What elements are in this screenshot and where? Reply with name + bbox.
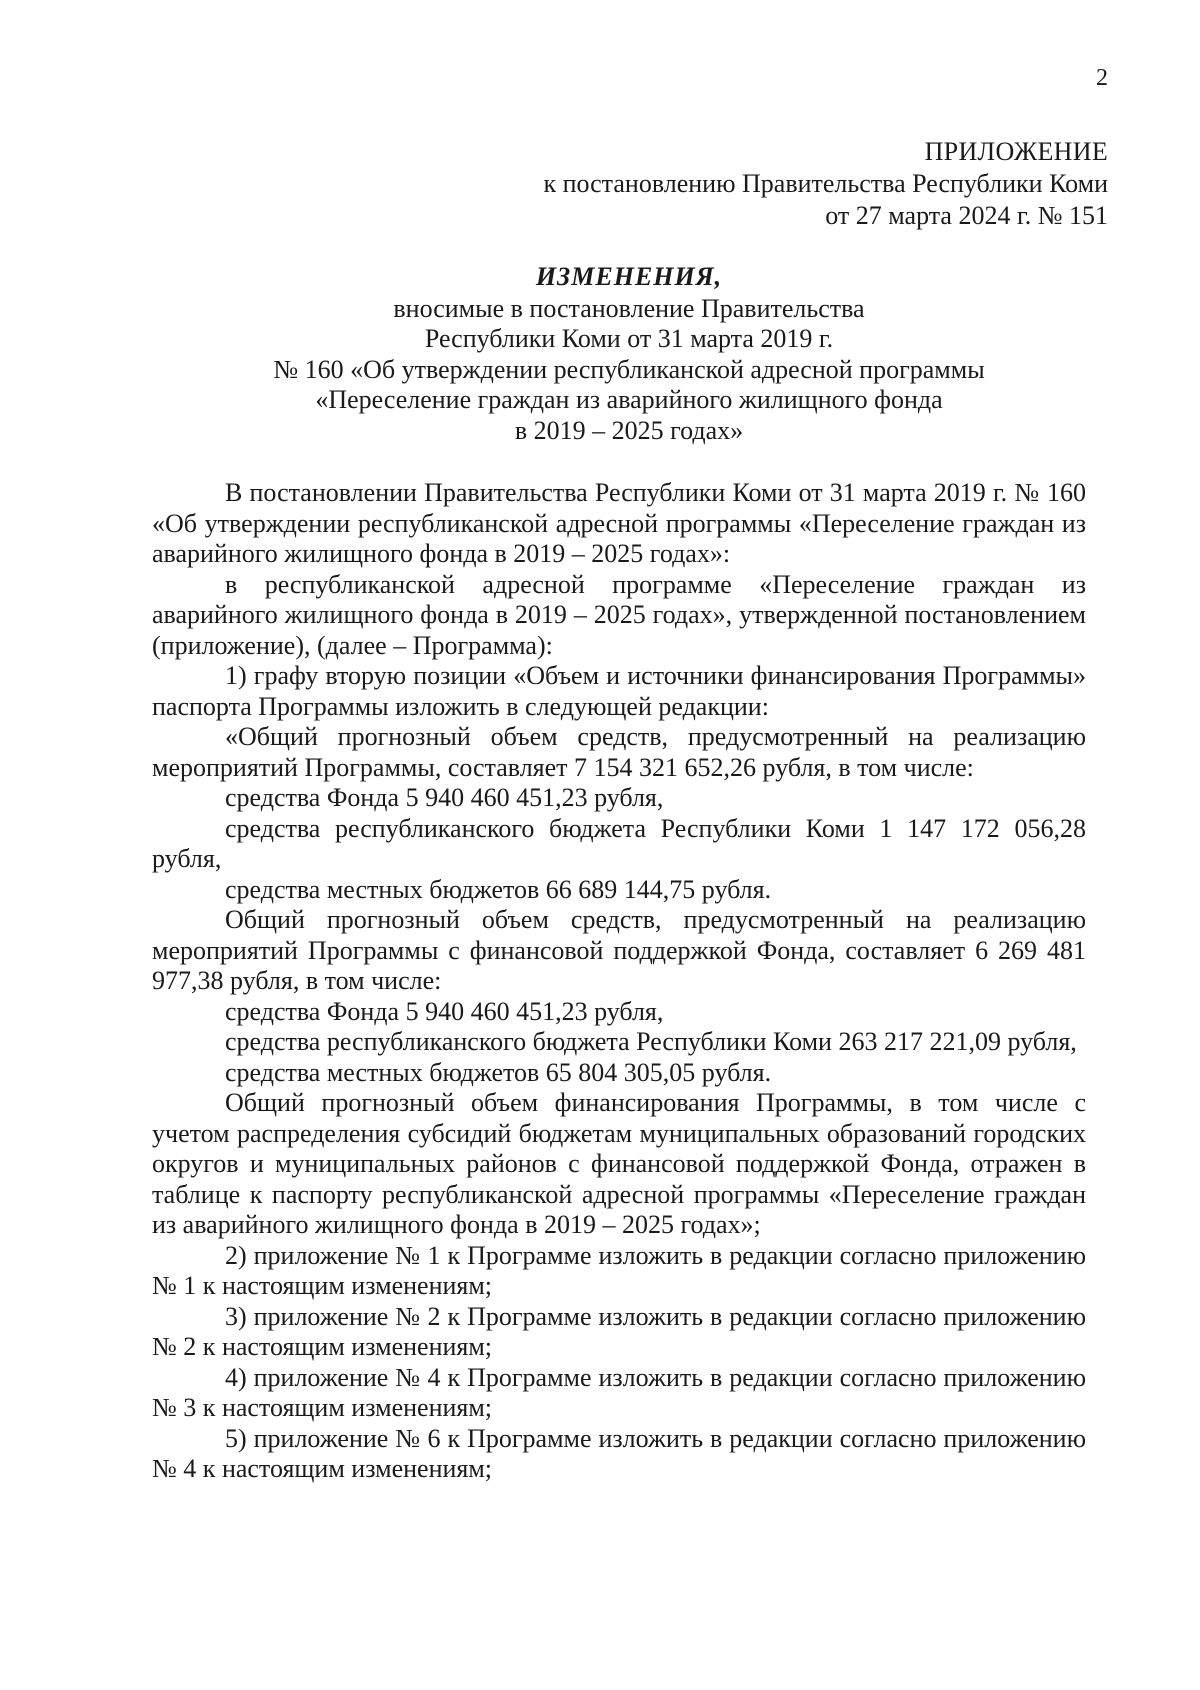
page-number: 2 (1096, 65, 1108, 91)
document-title: ИЗМЕНЕНИЯ, (535, 262, 723, 291)
body-paragraph: 3) приложение № 2 к Программе изложить в редакции согласно приложению № 2 к настоящим изменениям; (152, 1301, 1086, 1361)
approval-line: к постановлению Правительства Республики Коми (543, 169, 1108, 198)
body-paragraph: Общий прогнозный объем средств, предусмотренный на реализацию мероприятий Программы с финансовой поддержкой Фонда, составляет 6 269 481 977,38 рубля, в том числе: (152, 905, 1086, 995)
body-paragraph: средства местных бюджетов 65 804 305,05 рубля. (225, 1057, 772, 1087)
body-paragraph: 4) приложение № 4 к Программе изложить в редакции согласно приложению № 3 к настоящим изменениям; (152, 1362, 1086, 1422)
approval-date-line: от 27 марта 2024 г. № 151 (825, 201, 1108, 230)
approval-title: ПРИЛОЖЕНИЕ (924, 137, 1108, 166)
body-paragraph: средства Фонда 5 940 460 451,23 рубля, (225, 996, 664, 1026)
body-paragraph: 5) приложение № 6 к Программе изложить в редакции согласно приложению № 4 к настоящим изменениям; (152, 1423, 1086, 1483)
approval-block (408, 136, 1108, 232)
body-paragraph: «Общий прогнозный объем средств, предусмотренный на реализацию мероприятий Программы, составляет 7 154 321 652,26 рубля, в том числе: (152, 722, 1086, 782)
body-paragraph: средства местных бюджетов 66 689 144,75 рубля. (225, 874, 772, 904)
document-header (150, 262, 1108, 446)
header-line: Республики Коми от 31 марта 2019 г. (424, 324, 834, 353)
body-paragraph: 1) графу вторую позиции «Объем и источники финансирования Программы» паспорта Программы изложить в следующей редакции: (152, 661, 1086, 721)
body-paragraph: Общий прогнозный объем финансирования Программы, в том числе с учетом распределения субсидий бюджетам муниципальных образований городских округов и муниципальных районов с финансовой поддержкой Фонда, отражен в таблице к паспорту республиканской адресной программы «Переселение граждан из аварийного жилищного фонда в 2019 – 2025 годах»; (152, 1088, 1086, 1239)
body-paragraph: В постановлении Правительства Республики Коми от 31 марта 2019 г. № 160 «Об утверждении республиканской адресной программы «Переселение граждан из аварийного жилищного фонда в 2019 – 2025 годах»: (152, 478, 1086, 568)
header-line: вносимые в постановление Правительства (393, 293, 865, 323)
body-paragraph: средства республиканского бюджета Республики Коми 263 217 221,09 рубля, (225, 1027, 1077, 1056)
header-line: в 2019 – 2025 годах» (514, 415, 744, 445)
body-paragraph: в республиканской адресной программе «Переселение граждан из аварийного жилищного фонда в 2019 – 2025 годах», утвержденной постановлением (приложение), (далее – Программа): (152, 569, 1086, 660)
body-paragraph: средства республиканского бюджета Республики Коми 1 147 172 056,28 рубля, (152, 813, 1086, 873)
header-line: № 160 «Об утверждении республиканской адресной программы (273, 354, 985, 384)
body-paragraph: 2) приложение № 1 к Программе изложить в редакции согласно приложению № 1 к настоящим изменениям; (152, 1240, 1086, 1300)
body-paragraph: средства Фонда 5 940 460 451,23 рубля, (225, 783, 664, 812)
document-body (152, 478, 1086, 1485)
header-line: «Переселение граждан из аварийного жилищного фонда (315, 385, 943, 414)
